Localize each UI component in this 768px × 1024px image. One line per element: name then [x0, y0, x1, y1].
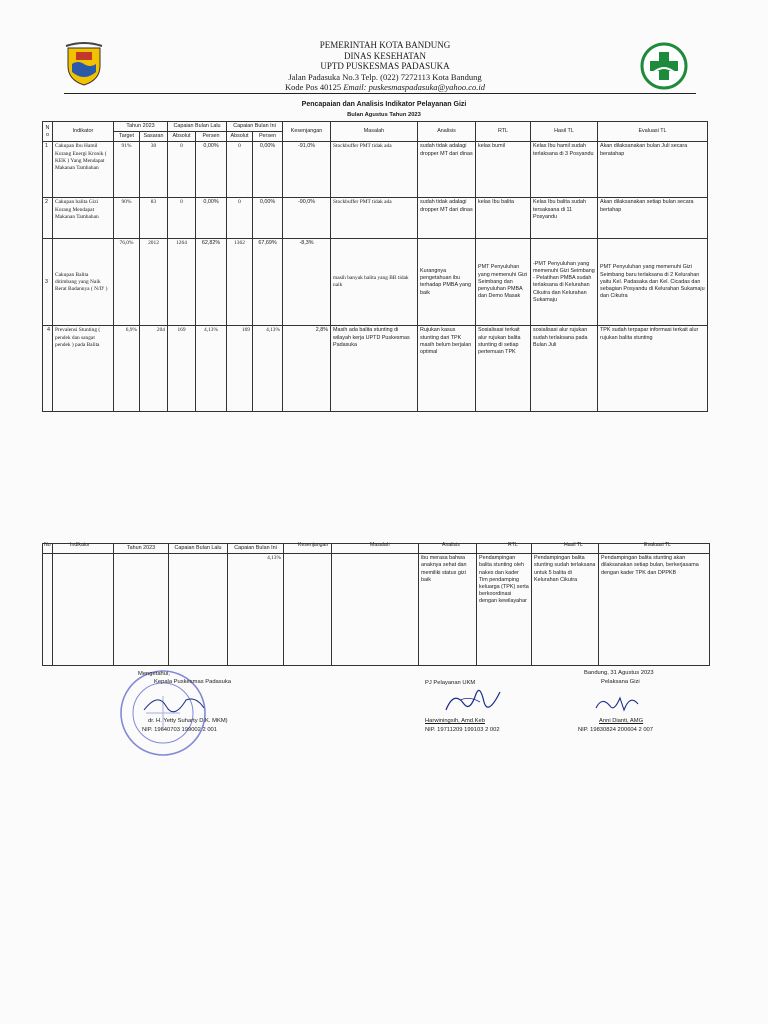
- cell-analisis: sudah tidak adalagi dropper MT dari dinas: [418, 142, 476, 198]
- cell-target: 91%: [114, 142, 140, 198]
- table-row: [43, 326, 708, 412]
- head-name: dr. H. Yetty Suharty D.K. MKM): [148, 718, 228, 724]
- cut-evaluasi: Evaluasi TL: [644, 542, 672, 548]
- table-row: [43, 554, 710, 666]
- cell-evaluasi: Akan dilaksanakan setiap bulan secara bertahap: [598, 198, 708, 239]
- cell-abs-lalu: 0: [168, 142, 196, 198]
- cell-masalah: Masih ada balita stunting di wilayah kerja UPTD Puskesmas Padasuka: [331, 326, 418, 412]
- cell-masalah: [332, 554, 419, 666]
- cell-rtl: Sosialisasi terkait alur rujukan balita stunting di setiap pertemuan TPK: [476, 326, 531, 412]
- col-evaluasi: Evaluasi TL: [598, 122, 708, 142]
- cell-rtl: PMT Penyuluhan yang memenuhi Gizi Seimbang dan penyuluhan PMBA dan Demo Masak: [476, 239, 531, 326]
- cell-evaluasi: Pendampingan balita stunting akan dilaksanakan setiap bulan, berkerjasama dengan kader TPK dan DPPKB: [599, 554, 710, 666]
- cell-no: 2: [43, 198, 53, 239]
- cell-pct-ini: 0,00%: [253, 142, 283, 198]
- cell-kesenjangan: -90,0%: [283, 198, 331, 239]
- place-date: Bandung, 31 Agustus 2023: [584, 670, 654, 676]
- col-ini: Capaian Bulan Ini: [227, 122, 283, 132]
- puskesmas-cross-logo-icon: [640, 42, 688, 90]
- cell-rtl: Pendampingan balita stunting oleh nakes dan kader Tim pendamping keluarga (TPK) serta berkoordinasi dengan kewilayahar: [477, 554, 532, 666]
- cell-sasaran: 2012: [140, 239, 168, 326]
- postal-code: Kode Pos 40125: [284, 82, 344, 92]
- cell-no: 3: [43, 239, 53, 326]
- cell-target: 76,0%: [114, 239, 140, 326]
- cell-masalah: Stockbuffer PMT tidak ada: [331, 198, 418, 239]
- cell-sasaran: 83: [140, 198, 168, 239]
- head-nip: NIP. 19640703 199002 2 001: [142, 727, 217, 733]
- cont-col-evaluasi: [599, 544, 710, 554]
- cell-abs-ini: 169: [227, 326, 253, 412]
- cell-indikator: Cakupan balita Gizi Kurang Mendapat Makanan Tambahan: [53, 198, 114, 239]
- cell-indikator: Cakupan Ibu Hamil Kurang Energi Kronik ( KEK ) Yang Mendapat Makanan Tambahan: [53, 142, 114, 198]
- cell-abs-lalu: 1264: [168, 239, 196, 326]
- cell-pct-ini: 4,13%: [253, 326, 283, 412]
- head-role: Kepala Puskesmas Padasuka: [154, 679, 232, 685]
- cell-kesenjangan: -8,3%: [283, 239, 331, 326]
- col-hasil: Hasil TL: [531, 122, 598, 142]
- col-target: Target: [114, 132, 140, 142]
- cell-evaluasi: Akan dilaksanakan bulan Juli secara beratahap: [598, 142, 708, 198]
- table-row: [43, 239, 708, 326]
- cell-pct-lalu: 0,00%: [196, 142, 227, 198]
- cell-pct-lalu: 62,82%: [196, 239, 227, 326]
- address-line: Jalan Padasuka No.3 Telp. (022) 7272113 Kota Bandung: [288, 71, 482, 82]
- col-rtl: RTL: [476, 122, 531, 142]
- cell-no: 4: [43, 326, 53, 412]
- approval-label: Mengetahui,: [138, 671, 170, 677]
- cell-hasil: Kelas Ibu hamil sudah terlaksana di 3 Posyandu: [531, 142, 598, 198]
- nutrition-nip: NIP. 19830824 200604 2 007: [578, 727, 653, 733]
- cell-indikator: Prevalensi Stunting ( pendek dan sangat pendek ) pada Balita: [53, 326, 114, 412]
- cell-pct-ini: 67,69%: [253, 239, 283, 326]
- cut-indikator: Indikator: [70, 542, 90, 548]
- bandung-crest-icon: [64, 42, 104, 86]
- col-absolut-ini: Absolut: [227, 132, 253, 142]
- cut-masalah: Masalah: [370, 542, 390, 548]
- cell-abs-ini: 1362: [227, 239, 253, 326]
- cont-col-rtl: [477, 544, 532, 554]
- cell-pct-lalu: 0,00%: [196, 198, 227, 239]
- col-lalu: Capaian Bulan Lalu: [168, 122, 227, 132]
- cell-sasaran: 30: [140, 142, 168, 198]
- cell-no: 1: [43, 142, 53, 198]
- dept-line: DINAS KESEHATAN: [343, 50, 427, 61]
- col-tahun: Tahun 2023: [114, 122, 168, 132]
- cell-pct-ini: 0,00%: [253, 198, 283, 239]
- cell-analisis: ibu merasa bahwa anaknya sehat dan memiliki status gizi baik: [419, 554, 477, 666]
- head-signature-icon: [140, 690, 210, 716]
- table-row: [43, 198, 708, 239]
- cont-col-kesenjangan: [284, 544, 332, 554]
- table-row: [43, 142, 708, 198]
- cell-sasaran: 204: [140, 326, 168, 412]
- cell-pct-ini: 4,13%: [228, 554, 284, 666]
- cont-col-lalu: Capaian Bulan Lalu: [169, 544, 228, 554]
- ukm-role: PJ Pelayanan UKM: [425, 680, 476, 686]
- cont-col-indikator: [53, 544, 114, 554]
- cut-rtl: RTL: [508, 542, 518, 548]
- header-row-1: [43, 122, 708, 132]
- cell-analisis: sudah tidak adalagi dropper MT dari dinas: [418, 198, 476, 239]
- continuation-table: [42, 543, 710, 666]
- email-text: Email: puskesmaspadasuka@yahoo.co.id: [343, 82, 485, 92]
- cell-analisis: Rujukan kasus stunting dari TPK masih belum berjalan optimal: [418, 326, 476, 412]
- gov-line: PEMERINTAH KOTA BANDUNG: [319, 40, 451, 50]
- report-subtitle: Bulan Agustus Tahun 2023: [347, 112, 421, 118]
- indicator-table: [42, 121, 708, 412]
- cell-target: 90%: [114, 198, 140, 239]
- cell-masalah: masih banyak balita yang BB tidak naik: [331, 239, 418, 326]
- letterhead-rule: [64, 93, 696, 94]
- cut-kesenjangan: Kesenjangan: [298, 542, 329, 548]
- cell-evaluasi: PMT Penyuluhan yang memenuhi Gizi Seimbang baru terlaksana di 2 Kelurahan yaitu Kel. Padasaka dan Kel. Cicadas dan sebagian Posyandu di Kelurahan Sukamaju dan Cikutra: [598, 239, 708, 326]
- cell-indikator: Cakupan Balita ditimbang yang Naik Berat Badannya ( N/D' ): [53, 239, 114, 326]
- col-masalah: Masalah: [331, 122, 418, 142]
- cont-header-row: [43, 544, 710, 554]
- cell-evaluasi: TPK sudah terpapar informasi terkait alur rujukan balita stunting: [598, 326, 708, 412]
- cell-abs-ini: 0: [227, 142, 253, 198]
- cut-analisis: Analisis: [442, 542, 460, 548]
- cell-analisis: Kurangnya pengetahuan ibu terhadap PMBA yang baik: [418, 239, 476, 326]
- cont-col-hasil: [532, 544, 599, 554]
- cell-indikator: [53, 554, 114, 666]
- letterhead: [0, 40, 768, 100]
- ukm-signature-icon: [440, 682, 510, 718]
- cell-hasil: -PMT Penyuluhan yang memenuhi Gizi Seimbang - Pelatihan PMBA sudah terlaksana di Kelurahan Cikutra dan Kelurahan Sukamaju: [531, 239, 598, 326]
- col-persen-ini: Persen: [253, 132, 283, 142]
- cont-col-masalah: [332, 544, 419, 554]
- col-indikator: Indikator: [53, 122, 114, 142]
- cell-abs-lalu: 0: [168, 198, 196, 239]
- cut-hasil: Hasil TL: [564, 542, 583, 548]
- cell-tahun: [114, 554, 169, 666]
- ukm-nip: NIP. 19711209 199103 2 002: [425, 727, 500, 733]
- unit-line: UPTD PUSKESMAS PADASUKA: [320, 61, 450, 71]
- nutrition-role: Pelaksana Gizi: [601, 679, 640, 685]
- nutrition-signature-icon: [590, 688, 650, 716]
- col-absolut-lalu: Absolut: [168, 132, 196, 142]
- cell-kesenjangan: [284, 554, 332, 666]
- letterhead-text: [200, 40, 570, 93]
- cut-no: No: [44, 542, 51, 548]
- col-kesenjangan: Kesenjangan: [283, 122, 331, 142]
- cont-col-no: [43, 544, 53, 554]
- cell-no: [43, 554, 53, 666]
- cell-rtl: kelas bumil: [476, 142, 531, 198]
- cont-col-ini: Capaian Bulan Ini: [228, 544, 284, 554]
- nutrition-name: Anni Dianti, AMG: [599, 718, 644, 724]
- cell-kesenjangan: -91,0%: [283, 142, 331, 198]
- col-no: No: [43, 122, 53, 142]
- cell-rtl: kelas Ibu balita: [476, 198, 531, 239]
- cont-col-analisis: [419, 544, 477, 554]
- col-analisis: Analisis: [418, 122, 476, 142]
- cell-abs-ini: 0: [227, 198, 253, 239]
- col-persen-lalu: Persen: [196, 132, 227, 142]
- cell-lalu: [169, 554, 228, 666]
- postal-line: [200, 82, 570, 93]
- cell-abs-lalu: 169: [168, 326, 196, 412]
- ukm-name: Harwiningsih, Amd.Keb: [425, 718, 485, 724]
- cont-col-tahun: Tahun 2023: [114, 544, 169, 554]
- col-sasaran: Sasaran: [140, 132, 168, 142]
- report-title: Pencapaian dan Analisis Indikator Pelayanan Gizi: [301, 101, 467, 108]
- cell-hasil: Pendampingan balita stunting sudah terlaksana untuk 5 balita di Kelurahan Cikutra: [532, 554, 599, 666]
- cell-hasil: sosialisasi alur rujukan sudah terlaksana pada Bulan Juli: [531, 326, 598, 412]
- cell-target: 6,9%: [114, 326, 140, 412]
- cell-pct-lalu: 4,13%: [196, 326, 227, 412]
- cell-hasil: Kelas Ibu balita sudah tersaksana di 11 Posyandu: [531, 198, 598, 239]
- cell-masalah: Stockbuffer PMT tidak ada: [331, 142, 418, 198]
- cell-kesenjangan: 2,8%: [283, 326, 331, 412]
